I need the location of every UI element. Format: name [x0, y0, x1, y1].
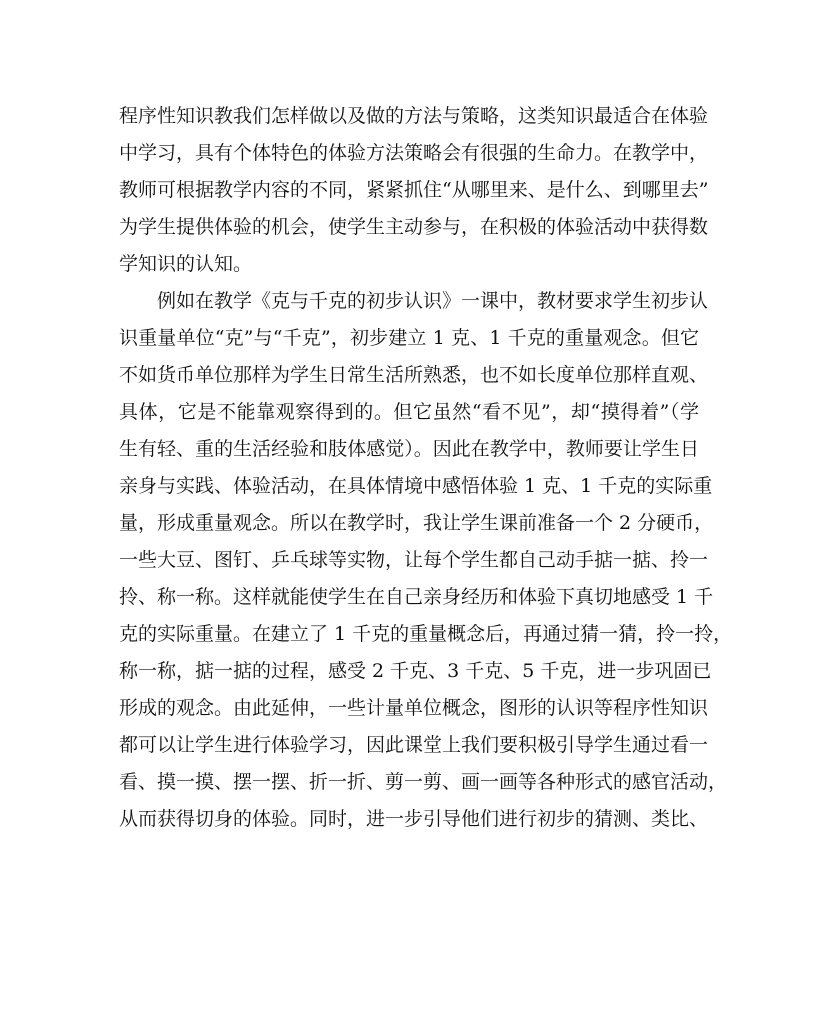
text-line: 中学习，具有个体特色的体验方法策略会有很强的生命力。在教学中，: [119, 142, 709, 164]
text-line: 拎、称一称。这样就能使学生在自己亲身经历和体验下真切地感受 1 千: [119, 586, 714, 608]
text-line: 例如在教学《克与千克的初步认识》一课中，教材要求学生初步认: [119, 290, 709, 312]
text-line: 识重量单位“克”与“千克”，初步建立 1 克、1 千克的重量观念。但它: [119, 327, 699, 349]
text-line: 看、摸一摸、摆一摆、折一折、剪一剪、画一画等各种形式的感官活动，: [119, 771, 728, 793]
text-line: 教师可根据教学内容的不同，紧紧抓住“从哪里来、是什么、到哪里去”: [119, 179, 709, 201]
paragraph-1: [119, 98, 709, 283]
text-line: 生有轻、重的生活经验和肢体感觉）。因此在教学中，教师要让学生日: [119, 438, 699, 460]
text-line: 克的实际重量。在建立了 1 千克的重量概念后，再通过猜一猜，拎一拎，: [119, 623, 733, 645]
text-line: 具体，它是不能靠观察得到的。但它虽然“看不见”，却“摸得着”（学: [119, 401, 699, 423]
text-line: 程序性知识教我们怎样做以及做的方法与策略，这类知识最适合在体验: [119, 105, 709, 127]
text-line: 不如货币单位那样为学生日常生活所熟悉，也不如长度单位那样直观、: [119, 364, 709, 386]
text-line: 称一称，掂一掂的过程，感受 2 千克、3 千克、5 千克，进一步巩固已: [119, 660, 712, 682]
text-line: 一些大豆、图钉、乒乓球等实物，让每个学生都自己动手掂一掂、拎一: [119, 549, 709, 571]
text-line: 都可以让学生进行体验学习，因此课堂上我们要积极引导学生通过看一: [119, 734, 709, 756]
document-body: [119, 98, 733, 838]
text-line: 量，形成重量观念。所以在教学时，我让学生课前准备一个 2 分硬币，: [119, 512, 714, 534]
text-line: 从而获得切身的体验。同时，进一步引导他们进行初步的猜测、类比、: [119, 808, 709, 830]
paragraph-2: [119, 283, 733, 838]
text-line: 为学生提供体验的机会，使学生主动参与，在积极的体验活动中获得数: [119, 216, 709, 238]
text-line: 形成的观念。由此延伸，一些计量单位概念，图形的认识等程序性知识: [119, 697, 709, 719]
text-line: 学知识的认知。: [119, 253, 253, 275]
text-line: 亲身与实践、体验活动，在具体情境中感悟体验 1 克、1 千克的实际重: [119, 475, 713, 497]
